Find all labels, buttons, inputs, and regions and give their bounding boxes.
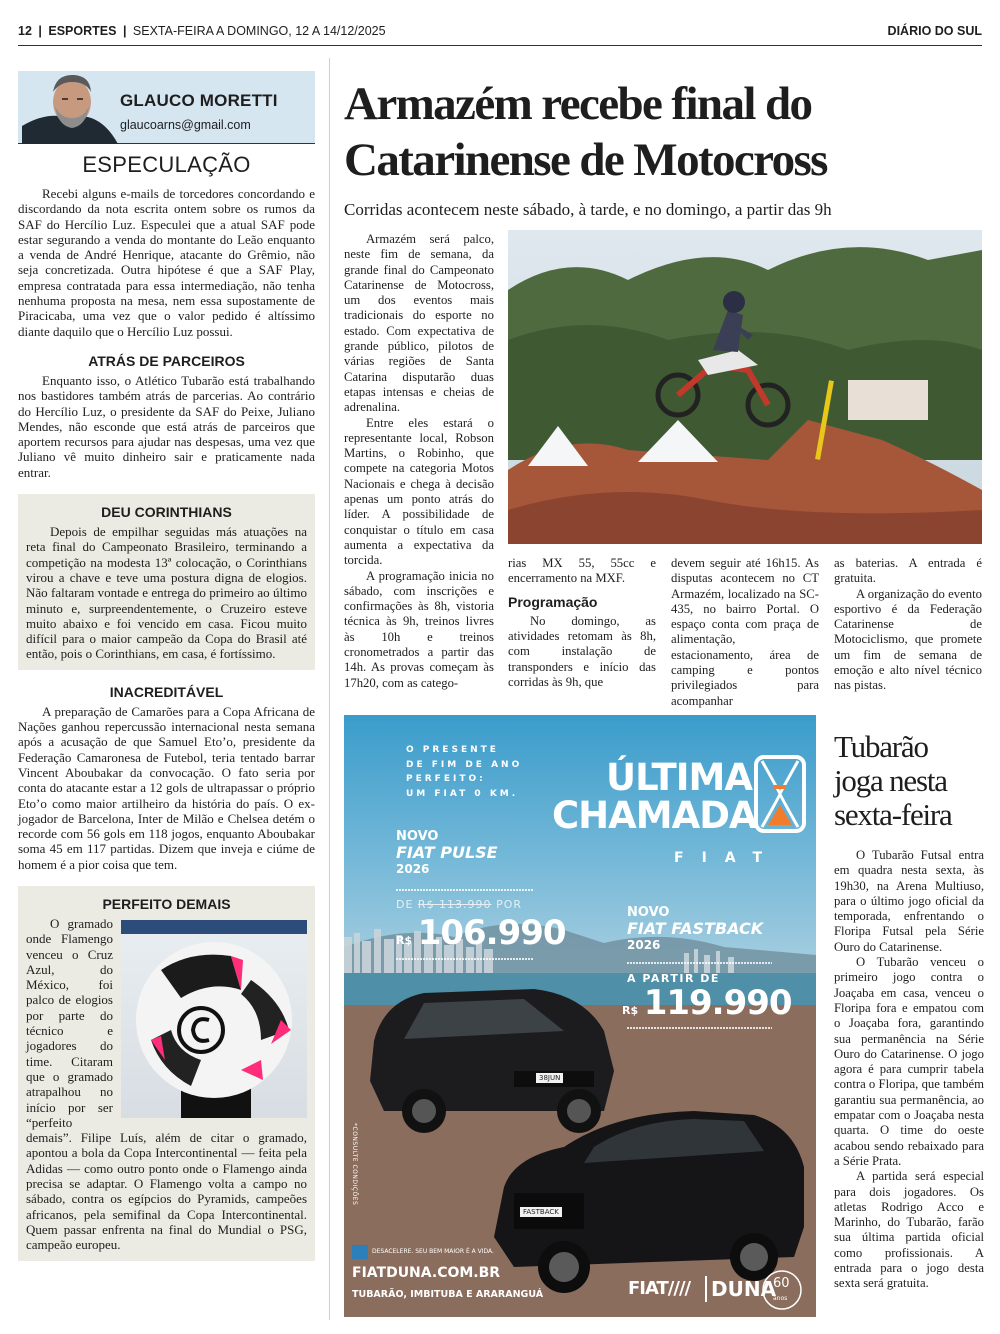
separator: | [122,24,127,38]
paragraph: as baterias. A entrada é gratuita. [834,556,982,586]
edition-date: SEXTA-FEIRA A DOMINGO, 12 A 14/12/2025 [132,24,386,38]
car1-old-price: R$ 113.990 [417,898,492,911]
ball-photo [121,920,307,1118]
paragraph: A programação inicia no sábado, com inscrições e confirmações às 8h, vistoria técnica às 9h, treinos livres às 10h e treinos cronometrados a partir das 14h. As provas começam às 17h20, com as catego- [344,568,494,690]
car1-old-price-line [396,898,522,911]
car1-price-value: 106.990 [417,913,566,953]
fiat-logo: FIAT//// [628,1278,691,1299]
section-name: ESPORTES [48,24,117,38]
section-body [18,704,315,872]
section-body [26,916,307,1253]
paragraph: Armazém será palco, neste fim de semana, da grande final do Campeonato Catarinense de Motocross, um dos eventos mais tradicionais do esporte no estado. Com expectativa de grande público, pilotos de várias regiões de Santa Catarina disputarão duas etapas intensas e cheias de adrenalina. [344,232,494,415]
headline-line: Armazém recebe final do [344,78,812,130]
article-deck: Corridas acontecem neste sábado, à tarde, e no domingo, a partir das 9h [344,200,832,219]
dealer-locations: TUBARÃO, IMBITUBA E ARARANGUÁ [352,1289,544,1300]
tagline-line: UM FIAT 0 KM. [406,788,519,799]
car1-year: 2026 [396,862,430,876]
car2-from: A PARTIR DE [627,972,720,985]
page-header [18,24,982,46]
author-name: GLAUCO MORETTI [120,91,278,110]
headline-line: Tubarão [834,729,928,764]
anniversary-word: anos [773,1295,788,1302]
car1-price [396,913,566,953]
column-title: ESPECULAÇÃO [82,152,251,177]
author-photo [22,68,118,144]
logo-divider [705,1276,707,1302]
car2-price [622,983,792,1023]
paragraph: Enquanto isso, o Atlético Tubarão está trabalhando nos bastidores também atrás de parcerias. Ao contrário do Hercílio Luz, o presidente da SAF do Peixe, Juliano Mendes, não esconde que está atrás de parceiros que aportem recursos para ajudar nas despesas, uma vez que Juliano vê muito dinheiro sair e praticamente nada entrar. [18,372,315,480]
section-body [26,524,307,662]
ad-disclaimer: *CONSULTE CONDIÇÕES [351,1123,358,1206]
section-heading: INACREDITÁVEL [109,683,224,700]
car2-year: 2026 [627,938,661,952]
paragraph: Recebi alguns e-mails de torcedores concordando e discordando da nota escrita ontem sobre os rumos da SAF do Hercílio Luz. Especulei que a atual SAF pode estar segurando a venda do montante do Leão enquanto a venda de André Henrique, atacante do Grêmio, não seja concretizada. Outra hipótese é que a SAF Play, empresa contratada para essa intermediação, não tenha nenhuma proposta na mesa, nem essa supostamente de Piracicaba, uma vez que o valor pedido é altíssimo diante daquilo que o Hercílio Luz possui. [18,186,315,339]
article-column-4 [834,556,982,694]
ad-brand: FIAT [674,850,781,866]
car2-novo: NOVO [627,905,670,920]
article-column-2 [508,556,656,690]
section-heading: DEU CORINTHIANS [101,504,232,521]
column-divider [329,58,330,1320]
car1-label [396,829,498,877]
anniversary-number: 60 [773,1276,790,1291]
author-box [18,58,315,144]
highlight-box [18,494,315,670]
car1-plate: 38JUN [536,1073,563,1083]
paragraph: O Tubarão venceu o primeiro jogo contra o Joaçaba em casa, venceu o Floripa fora e empatou com o Joaçaba fora, garantindo sua permanência na Série Ouro do Catarinense. O jogo agora é para cumprir tabela contra o Floripa, que também garantiu sua permanência, ao empatar com o Joaçaba nesta quarta. O time do oeste acabou sendo rebaixado para a Série Prata. [834,955,984,1168]
article-column-3 [671,556,819,709]
paragraph: devem seguir até 16h15. As disputas acontecem no CT Armazém, localizado na SC-435, no bairro Portal. O espaço conta com praça de alimentação, estacionamento, área de camping e pontos privilegiados para acompanhar [671,556,819,708]
car1-from-prefix: DE [396,898,414,911]
tagline-line: PERFEITO: [406,774,486,784]
duna-logo: DUNA [711,1277,777,1301]
ad-title-line: CHAMADA [552,794,757,837]
paragraph: A partida será especial para dois jogadores. Os atletas Rodrigo Acco e Marinho, do Tubarão, farão sua última partida oficial como profissionais. A entrada para o jogo desta sexta será gratuita. [834,1169,984,1291]
dealer-website[interactable]: FIATDUNA.COM.BR [352,1265,501,1281]
headline-line: Catarinense de Motocross [344,134,827,186]
header-left [18,24,389,38]
side-story-body [834,848,984,1292]
car2-currency: R$ [622,1004,639,1017]
car2-price-value: 119.990 [643,983,792,1023]
section-heading: PERFEITO DEMAIS [102,895,231,912]
car1-model: FIAT PULSE [396,843,498,862]
car1-from-suffix: POR [496,898,522,911]
separator: | [38,24,42,38]
car2-model: FIAT FASTBACK [627,919,764,938]
ad-tagline [406,743,522,801]
newspaper-name: DIÁRIO DO SUL [887,24,982,38]
paragraph: No domingo, as atividades retomam às 8h, com instalação de transponders e início das corridas às 9h, que [508,613,656,690]
tagline-line: DE FIM DE ANO [406,759,523,770]
car2-label [627,905,763,953]
page-number: 12 [18,24,32,38]
paragraph: A preparação de Camarões para a Copa Africana de Nações ganhou repercussão internacional nesta semana após a acusação de que Samuel Eto’o, presidente da Federação Camaronesa de Futebol, teria tentado barrar Vincent Aboubakar da convocação. O fato seria por conta do atacante estar a 12 gols de ultrapassar o próprio Eto’o como maior artilheiro da história do país. O ex-jogador de Barcelona, Inter de Milão e Chelsea detém o recorde com 56 gols em 118 jogos, enquanto Aboubakar soma 45 em 117 partidas. Dizem que inveja e ciúme de homem é a pior coisa que tem. [18,703,315,872]
paragraph: rias MX 55, 55cc e encerramento na MXF. [508,556,656,586]
headline-line: joga nesta [834,763,947,798]
safety-notice: DESACELERE. SEU BEM MAIOR É A VIDA. [372,1248,494,1255]
car1-novo: NOVO [396,829,439,844]
ad-title-line: ÚLTIMA [606,756,752,799]
car1-currency: R$ [396,934,413,947]
article-subheading: Programação [508,593,598,610]
paragraph: O gramado onde Flamengo venceu o Cruz Azul, do México, foi palco de elogios por parte do técnico e jogadores do time. Citaram que o gramado atrapalhou no início por ser “perfeito demais”. Filipe Luís, além de citar o gramado, apontou a bola da Copa Intercontinental — feita pela Adidas — como outro ponto onde o Flamengo ainda precisa se adaptar. O Flamengo volta a campo no sábado, contra os egípcios do Pyramids, campeões africanos, pela semifinal da Copa Intercontinental. Quem passar enfrenta na final do Mundial o PSG, campeão europeu. [26,915,307,1253]
ad-title [552,756,757,837]
paragraph: A organização do evento esportivo é da Federação Catarinense de Motociclismo, que promete um fim de semana de emoção e alto nível técnico nas pistas. [834,586,982,693]
section-body [18,373,315,480]
section-heading: ATRÁS DE PARCEIROS [88,352,245,369]
headline-line: sexta-feira [834,797,952,832]
article-column-1 [344,232,494,691]
car2-plate: FASTBACK [520,1207,562,1217]
motocross-photo [508,230,982,544]
author-email[interactable]: glaucoarns@gmail.com [120,118,251,132]
tagline-line: O PRESENTE [406,745,499,755]
article-headline [344,76,984,188]
paragraph: Entre eles estará o representante local, Robson Martins, o Robinho, que compete na categoria Motos Nacionais e chega à decisão apenas um ponto atrás do líder. A possibilidade de conquistar o título em casa aumenta a expectativa da torcida. [344,415,494,568]
side-story-headline [834,730,984,832]
paragraph: Depois de empilhar seguidas más atuações na reta final do Campeonato Brasileiro, terminando a competição na modesta 13ª colocação, o Corinthians virou a chave e teve uma postura digna de elogios. Não faltaram vontade e entrega do primeiro ao último minuto e, surpreendentemente, o Cruzeiro esteve muito abaixo e foi vencido em casa. Ficou muito difícil para o maior campeão da Copa do Brasil até então, pois o Corinthians, em casa, é fortíssimo. [26,524,307,662]
fiat-advertisement[interactable] [344,715,816,1317]
highlight-box [18,886,315,1261]
column-intro [18,186,315,339]
paragraph: O Tubarão Futsal entra em quadra nesta sexta, às 19h30, na Arena Multiuso, para o último jogo oficial da temporada, enfrentando o Floripa Futsal pela Série Ouro do Catarinense. [834,848,984,954]
opinion-column [18,58,315,1261]
